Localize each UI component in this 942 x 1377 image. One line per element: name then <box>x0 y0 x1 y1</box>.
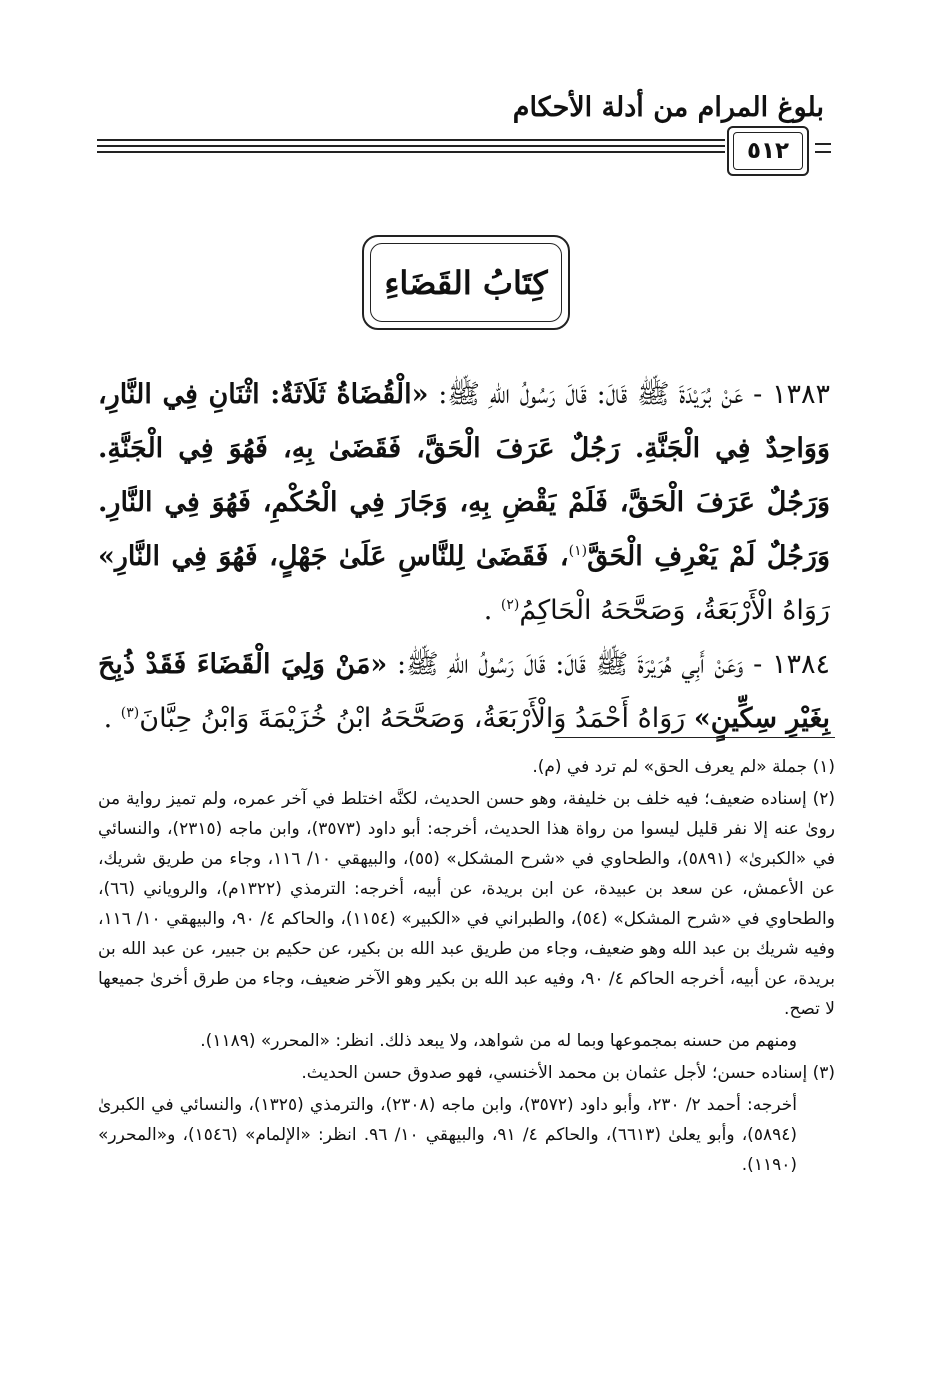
header-rule-bottom <box>97 151 725 153</box>
hadith-text: «الْقُضَاةُ ثَلَاثَةٌ: اثْنَانِ فِي النَّارِ، وَوَاحِدٌ فِي الْجَنَّةِ. رَجُلٌ عَرَفَ الْحَقَّ، فَقَضَىٰ بِهِ، فَهُوَ فِي الْجَنَّةِ. وَرَجُلٌ عَرَفَ الْحَقَّ، فَلَمْ يَقْضِ بِهِ، وَجَارَ فِي الْحُكْمِ، فَهُوَ فِي النَّارِ. وَرَجُلٌ لَمْ يَعْرِفِ الْحَقَّ <box>98 379 830 572</box>
hadith-attribution: رَوَاهُ الْأَرْبَعَةُ، وَصَحَّحَهُ الْحَاكِمُ <box>519 595 830 626</box>
footnote-marker-1: (١) <box>568 543 588 559</box>
running-title: بلوغ المرام من أدلة الأحكام <box>512 92 824 123</box>
footnote-3: (٣) إسناده حسن؛ لأجل عثمان بن محمد الأخنسي، فهو صدوق حسن الحديث. <box>301 1063 835 1083</box>
chapter-title: كِتَابُ القَضَاءِ <box>384 263 548 302</box>
main-text <box>98 368 830 746</box>
footnote-marker-3: (٣) <box>120 705 140 721</box>
hadith-end: . <box>483 595 501 626</box>
page-number-frame <box>727 126 809 176</box>
footnotes <box>98 752 835 1182</box>
footnote-separator <box>555 737 835 738</box>
chapter-title-frame <box>362 235 570 330</box>
footnote-marker-2: (٢) <box>500 597 520 613</box>
header-mark-bottom <box>815 151 831 153</box>
header-rule-top <box>97 139 725 141</box>
footnote-2: (٢) إسناده ضعيف؛ فيه خلف بن خليفة، وهو حسن الحديث، لكنَّه اختلط في آخر عمره، ولم تميز رواية من روىٰ عنه إلا نفر قليل ليسوا من رواة هذا الحديث، أخرجه: أبو داود (٣٥٧٣)، وابن ماجه (٢٣١٥)، والنسائي في «الكبرىٰ» (٥٨٩١)، والطحاوي في «شرح المشكل» (٥٥)، والبيهقي ١٠/ ١١٦، وجاء من طريق شريك، عن الأعمش، عن سعد بن عبيدة، عن ابن بريدة، عن أبيه، أخرجه: الترمذي (١٣٢٢م)، والروياني (٦٦)، والطحاوي في «شرح المشكل» (٥٤)، والطبراني في «الكبير» (١١٥٤)، والحاكم ٤/ ٩٠، والبيهقي ١٠/ ١١٦، وفيه شريك بن عبد الله وهو ضعيف، وجاء من طريق عبد الله بن بكير، عن حكيم بن جبير، عن عبد الله بن بريدة، عن أبيه، أخرجه الحاكم ٤/ ٩٠، وفيه عبد الله بن بكير وهو الآخر ضعيف، وجاء من طرق أخرىٰ جميعها لا تصح. <box>98 789 836 1019</box>
hadith-1383 <box>98 368 830 638</box>
hadith-text: «مَنْ وَلِيَ الْقَضَاءَ فَقَدْ ذُبِحَ بِغَيْرِ سِكِّينٍ» <box>98 649 830 734</box>
footnote-3-continued: أخرجه: أحمد ٢/ ٢٣٠، وأبو داود (٣٥٧٢)، وابن ماجه (٢٣٠٨)، والترمذي (١٣٢٥)، والنسائي في الكبرىٰ (٥٨٩٤)، وأبو يعلىٰ (٦٦١٣)، والحاكم ٤/ ٩١، والبيهقي ١٠/ ٩٦. انظر: «الإلمام» (١٥٤٦)، و«المحرر» (١١٩٠). <box>98 1095 797 1175</box>
chapter-title-inner-frame <box>370 243 562 322</box>
hadith-1384 <box>98 638 830 746</box>
hadith-text-continued: ، فَقَضَىٰ لِلنَّاسِ عَلَىٰ جَهْلٍ، فَهُوَ فِي النَّارِ» <box>98 541 569 572</box>
hadith-attribution: رَوَاهُ أَحْمَدُ وَالْأَرْبَعَةُ، وَصَحَّحَهُ ابْنُ خُزَيْمَةَ وَابْنُ حِبَّانَ <box>139 703 694 734</box>
hadith-intro: ١٣٨٤ - وَعَنْ أَبِي هُرَيْرَةَ ﷺ قَالَ: قَالَ رَسُولُ اللهِ ﷺ: <box>387 649 831 680</box>
header-rule-middle <box>97 145 725 147</box>
page-number: ٥١٢ <box>733 132 803 170</box>
header-mark-top <box>815 143 831 145</box>
footnote-1: (١) جملة «لم يعرف الحق» لم ترد في (م). <box>532 757 835 777</box>
hadith-intro: ١٣٨٣ - عَنْ بُرَيْدَةَ ﷺ قَالَ: قَالَ رَسُولُ اللهِ ﷺ: <box>428 379 830 410</box>
hadith-end: . <box>103 703 121 734</box>
footnote-2-continued: ومنهم من حسنه بمجموعها وبما له من شواهد، ولا يبعد ذلك. انظر: «المحرر» (١١٨٩). <box>200 1031 797 1051</box>
